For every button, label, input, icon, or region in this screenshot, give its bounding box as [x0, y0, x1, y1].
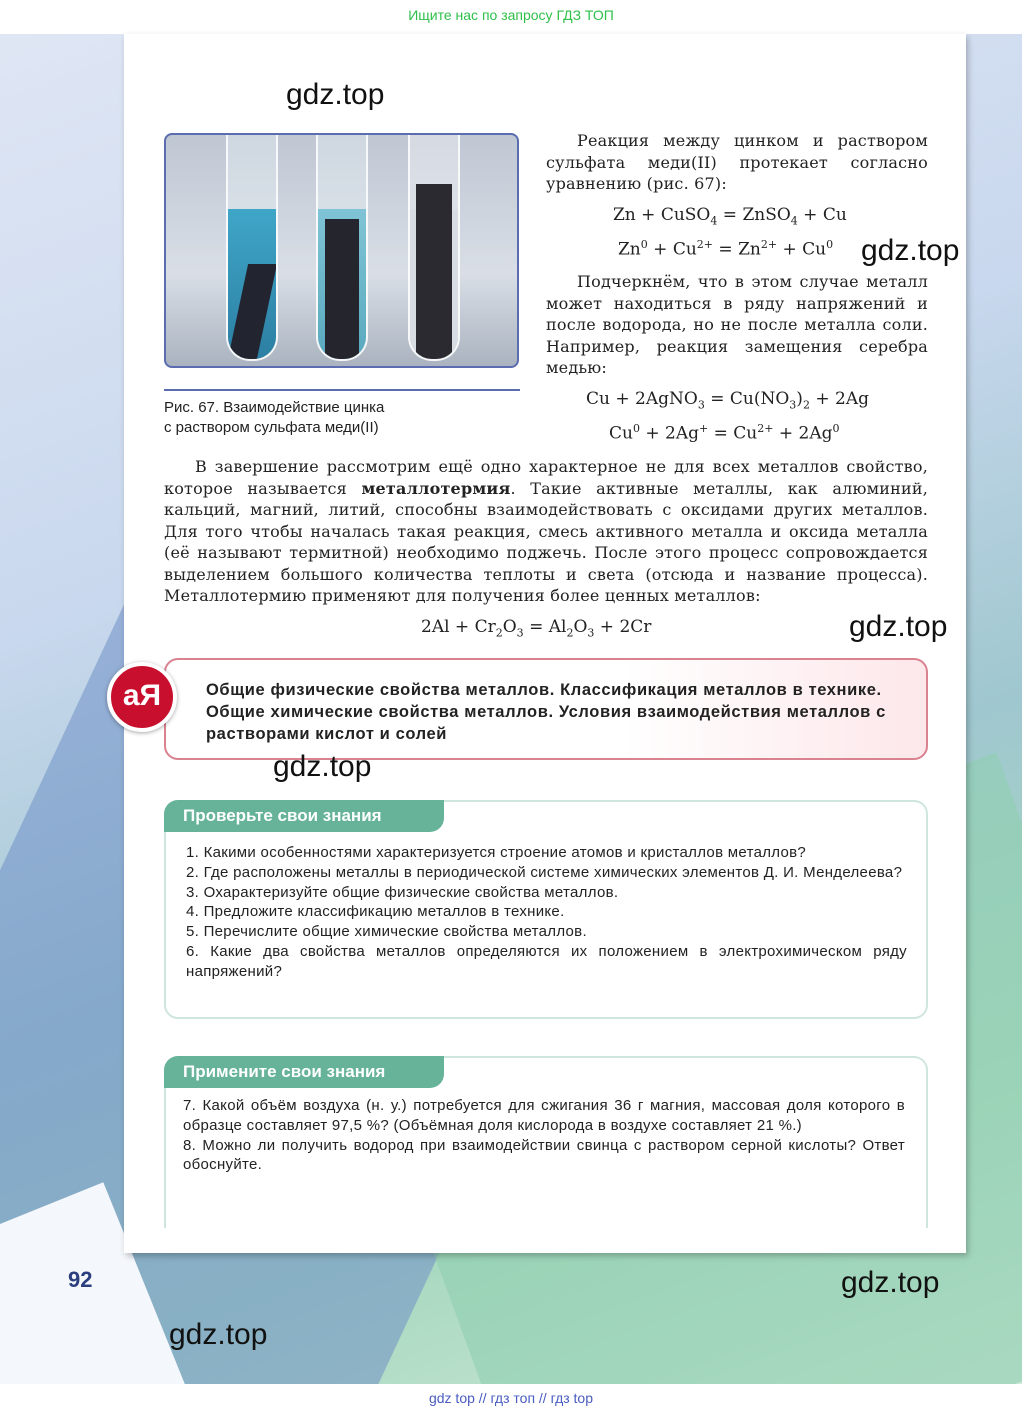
check-knowledge-title: Проверьте свои знания	[164, 800, 444, 832]
equation-cu-agno3: Cu + 2AgNO$_3$ = $Cu(NO_3)_2 + 2Ag$	[586, 389, 869, 412]
page-number: 92	[68, 1267, 93, 1292]
top-banner-text[interactable]: Ищите нас по запросу ГДЗ ТОП	[408, 7, 614, 23]
note-text: Подчеркнём, что в этом случае металл может находиться в ряду напряжений и после водорода, но не после металла соли. Например, реакция замещения серебра медью:	[546, 272, 928, 377]
list-item: 4. Предложите классификацию металлов в технике.	[186, 903, 565, 921]
footer-links[interactable]: gdz top // гдз топ // гдз top	[428, 1390, 594, 1406]
list-item: 1. Какими особенностями характеризуется строение атомов и кристаллов металлов?	[186, 844, 807, 861]
top-banner	[0, 0, 1022, 34]
key-terms-icon: аЯ	[107, 662, 177, 732]
list-item: 7. Какой объём воздуха (н. у.) потребуется для сжигания 36 г магния, массовая доля которого в образце составляет 97,5 %? (Объёмная доля кислорода в воздухе составляет 21 %.)	[183, 1097, 905, 1134]
footer	[0, 1384, 1022, 1416]
metallothermy-paragraph: В завершение рассмотрим ещё одно характерное не для всех металлов свойство, которое называется металлотермия. Такие активные металлы, как алюминий, кальций, магний, литий, способны взаимодействовать с оксидами других металлов. Для того чтобы началась такая реакция, смесь активного металла и оксида металла (её называют термитной) необходимо поджечь. После этого процесс сопровождается выделением большого количества теплоты и света (отсюда и название процесса). Металлотермию применяют для получения более ценных металлов:	[164, 457, 928, 605]
list-item: 8. Можно ли получить водород при взаимодействии свинца с раствором серной кислоты? Ответ обоснуйте.	[183, 1136, 905, 1174]
list-item: 3. Охарактеризуйте общие физические свойства металлов.	[186, 883, 619, 901]
watermark: gdz.top	[849, 610, 948, 643]
equation-al-cr2o3: $2Al + Cr_2O_3 = Al_2O_3 + 2Cr$	[421, 617, 652, 640]
term-metallothermy: металлотермия	[361, 478, 511, 498]
watermark: gdz.top	[273, 750, 372, 783]
watermark: gdz.top	[286, 78, 385, 111]
watermark: gdz.top	[841, 1266, 940, 1299]
list-item: 5. Перечислите общие химические свойства металлов.	[186, 923, 587, 941]
intro-text: Реакция между цинком и раствором сульфата меди(II) протекает согласно уравнению (рис. 67):	[546, 131, 928, 193]
caption-rule	[164, 389, 520, 391]
watermark: gdz.top	[169, 1318, 268, 1351]
figure-caption: Рис. 67. Взаимодействие цинка с раствором сульфата меди(II)	[164, 399, 385, 436]
list-item: 2. Где расположены металлы в периодической системе химических элементов Д. И. Менделеева?	[186, 863, 903, 881]
test-tubes-photo	[164, 133, 519, 368]
check-questions	[186, 843, 907, 982]
apply-questions	[183, 1096, 905, 1175]
watermark: gdz.top	[861, 234, 960, 267]
equation-zn-cuso4: Zn + CuSO$_4$ = ZnSO$_4$ + Cu	[613, 205, 847, 228]
key-terms-text: Общие физические свойства металлов. Классификация металлов в технике. Общие химические свойства металлов. Условия взаимодействия металлов с растворами кислот и солей	[206, 681, 886, 743]
equation-zn-ionic: $Zn^0 + Cu^{2+} = Zn^{2+} + Cu^0$	[618, 238, 834, 260]
apply-knowledge-title: Примените свои знания	[164, 1056, 444, 1088]
equation-cu-ionic: $Cu^0 + 2Ag^+ = Cu^{2+} + 2Ag^0$	[609, 422, 840, 444]
list-item: 6. Какие два свойства металлов определяются их положением в электрохимическом ряду напряжений?	[186, 942, 907, 980]
